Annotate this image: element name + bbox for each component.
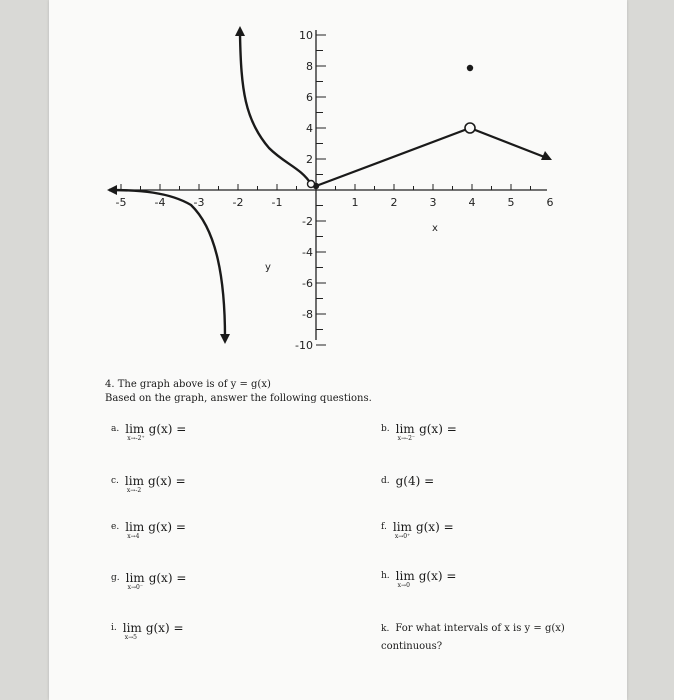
lim-word: lim	[125, 571, 145, 585]
lim-word: lim	[395, 569, 415, 583]
x-axis-label: x	[432, 223, 438, 234]
lim-word: lim	[125, 520, 145, 534]
question-h	[381, 570, 456, 589]
y-tick-label: 2	[306, 153, 313, 166]
question-c	[111, 475, 186, 494]
x-tick-label: 6	[546, 196, 554, 209]
x-tick-label: 1	[351, 196, 359, 209]
middle-branch-curve	[240, 34, 311, 184]
lim-word: lim	[125, 422, 145, 436]
lim-subscript: x→0⁻	[127, 584, 144, 591]
filled-point-at-four	[467, 65, 473, 71]
x-tick-label: -5	[115, 196, 127, 209]
y-tick-label: 8	[306, 60, 313, 73]
x-tick-label: -4	[154, 196, 166, 209]
y-axis-label: y	[265, 262, 271, 273]
lim-word: lim	[392, 520, 412, 534]
middle-branch-arrow	[235, 26, 245, 36]
function-expression: g(x) =	[148, 571, 187, 585]
lim-subscript: x→-2	[126, 487, 142, 494]
lim-subscript: x→0⁺	[394, 533, 411, 540]
x-tick-label: -1	[271, 196, 283, 209]
function-expression: g(x) =	[418, 569, 457, 583]
question-letter: b.	[381, 424, 390, 434]
x-tick-label: -3	[193, 196, 205, 209]
question-e	[111, 521, 186, 540]
lim-subscript: x→0	[397, 582, 410, 589]
y-tick-label: -8	[302, 308, 313, 321]
worksheet-page	[49, 0, 627, 700]
function-expression: g(x) =	[148, 422, 187, 436]
left-branch-arrow	[220, 334, 230, 344]
lim-subscript: x→-2⁻	[397, 435, 416, 442]
function-expression: g(x) =	[419, 422, 457, 436]
question-k-line-1: For what intervals of x is y = g(x)	[395, 623, 565, 634]
left-branch-curve	[109, 190, 225, 338]
lim-word: lim	[395, 422, 415, 436]
intro-line-2: Based on the graph, answer the following questions.	[105, 393, 372, 404]
function-expression: g(x) =	[148, 520, 186, 534]
lim-subscript: x→5	[124, 634, 137, 641]
question-a	[111, 423, 186, 442]
question-letter: k.	[381, 624, 390, 634]
lim-word: lim	[122, 621, 142, 635]
problem-intro	[105, 378, 372, 406]
function-expression: g(x) =	[147, 474, 186, 488]
open-point-near-zero	[308, 181, 315, 188]
x-tick-label: -2	[232, 196, 244, 209]
question-f	[381, 521, 454, 540]
question-letter: a.	[111, 424, 120, 434]
y-tick-label: 4	[306, 122, 313, 135]
y-tick-label: 10	[299, 29, 313, 42]
question-letter: d.	[381, 476, 390, 486]
right-segment-line	[316, 128, 547, 186]
question-d	[381, 475, 434, 488]
x-tick-label: 5	[507, 196, 515, 209]
question-letter: h.	[381, 571, 390, 581]
question-b	[381, 423, 457, 442]
question-k	[381, 622, 565, 654]
y-tick-label: 6	[306, 91, 313, 104]
y-tick-label: -2	[302, 215, 313, 228]
graph-of-g	[49, 0, 627, 360]
open-point-at-four	[465, 123, 475, 133]
lim-word: lim	[124, 474, 144, 488]
question-letter: c.	[111, 476, 119, 486]
x-tick-label: 2	[390, 196, 398, 209]
question-letter: g.	[111, 573, 120, 583]
left-end-arrow	[107, 185, 117, 195]
question-i	[111, 622, 184, 641]
question-letter: e.	[111, 522, 120, 532]
y-tick-label: -4	[302, 246, 313, 259]
function-expression: g(x) =	[415, 520, 454, 534]
function-expression: g(4) =	[395, 474, 435, 488]
question-letter: f.	[381, 522, 387, 532]
intro-line-1: 4. The graph above is of y = g(x)	[105, 379, 271, 390]
lim-subscript: x→-2⁺	[127, 435, 145, 442]
question-letter: i.	[111, 623, 117, 633]
y-tick-label: -10	[295, 339, 313, 352]
x-tick-label: 3	[429, 196, 437, 209]
question-k-line-2: continuous?	[381, 641, 443, 652]
function-expression: g(x) =	[145, 621, 184, 635]
x-tick-label: 4	[468, 196, 476, 209]
y-tick-label: -6	[302, 277, 313, 290]
lim-subscript: x→4	[127, 533, 140, 540]
question-g	[111, 572, 186, 591]
